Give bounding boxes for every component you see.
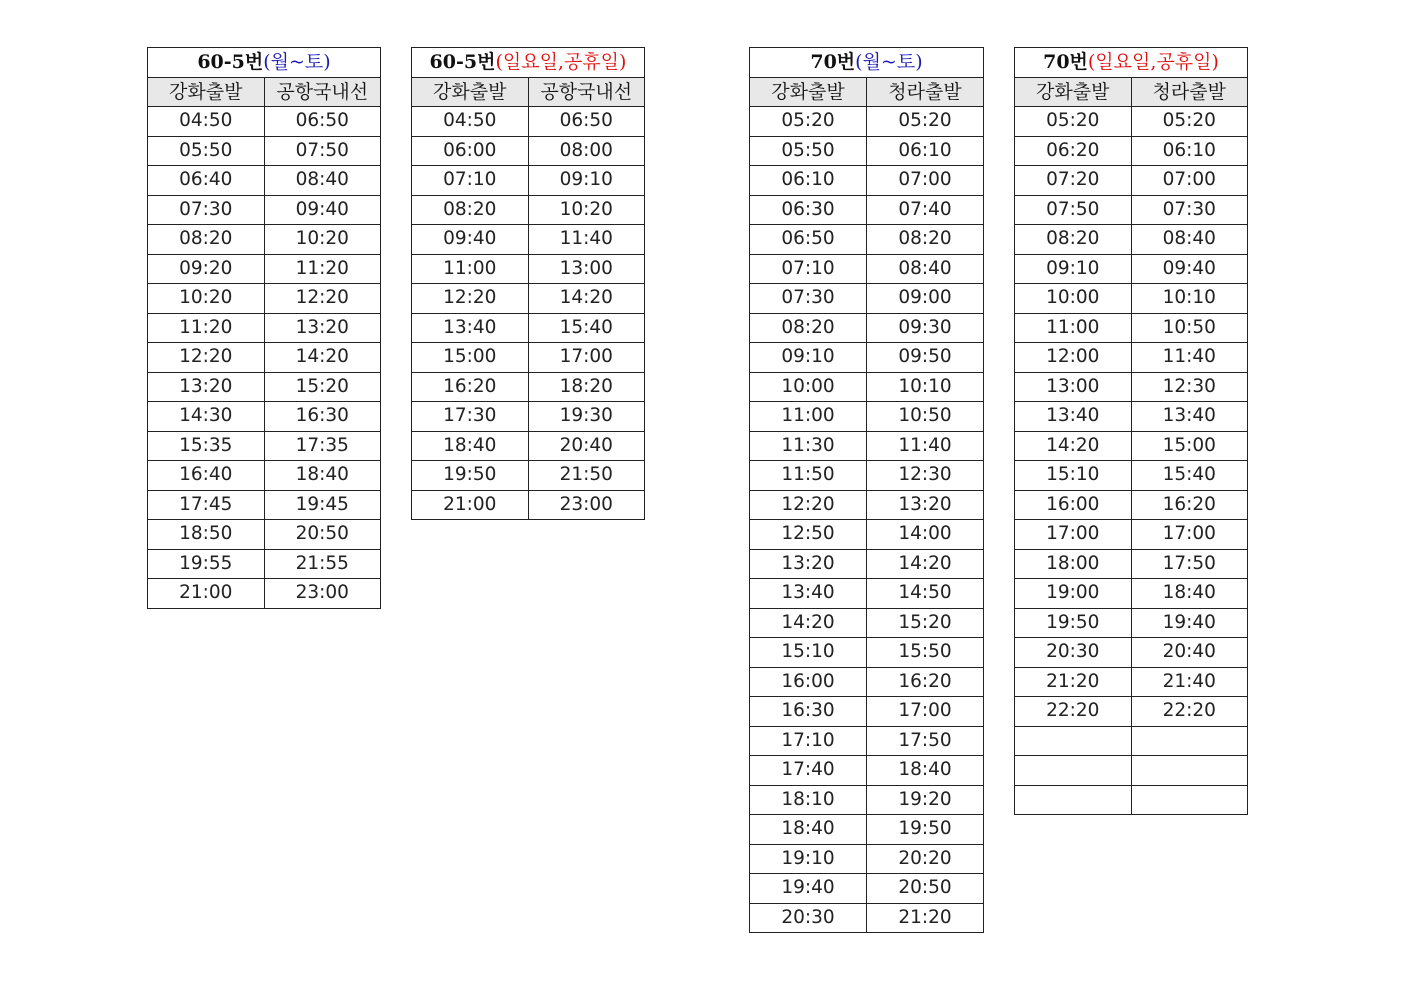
table-row	[750, 608, 984, 638]
departure-time-cell: 15:10	[1015, 461, 1132, 491]
table-row	[412, 313, 645, 343]
column-header: 강화출발	[1015, 77, 1132, 107]
return-time-cell: 13:40	[1131, 402, 1248, 432]
table-row	[750, 461, 984, 491]
departure-time-cell	[1015, 726, 1132, 756]
return-time-cell: 14:20	[264, 343, 381, 373]
route-number: 70번	[810, 51, 856, 74]
table-row	[1015, 284, 1248, 314]
return-time-cell: 06:50	[264, 107, 381, 137]
table-row	[750, 402, 984, 432]
departure-time-cell: 05:50	[148, 136, 265, 166]
return-time-cell: 20:20	[867, 844, 984, 874]
departure-time-cell: 17:10	[750, 726, 867, 756]
table-row	[148, 520, 381, 550]
departure-time-cell: 15:35	[148, 431, 265, 461]
table-row	[1015, 638, 1248, 668]
departure-time-cell: 07:30	[148, 195, 265, 225]
return-time-cell: 17:00	[1131, 520, 1248, 550]
table-row	[750, 579, 984, 609]
table-row	[750, 756, 984, 786]
departure-time-cell: 11:50	[750, 461, 867, 491]
departure-time-cell: 04:50	[148, 107, 265, 137]
departure-time-cell: 17:45	[148, 490, 265, 520]
departure-time-cell: 10:00	[1015, 284, 1132, 314]
departure-time-cell	[1015, 785, 1132, 815]
table-row	[750, 667, 984, 697]
return-time-cell: 07:50	[264, 136, 381, 166]
timetable-70-holiday	[1014, 47, 1248, 815]
column-header: 강화출발	[148, 77, 265, 107]
table-row	[148, 431, 381, 461]
table-row	[148, 136, 381, 166]
return-time-cell: 19:20	[867, 785, 984, 815]
table-row	[412, 136, 645, 166]
table-row	[148, 343, 381, 373]
table-row	[750, 254, 984, 284]
return-time-cell: 15:20	[867, 608, 984, 638]
return-time-cell: 21:55	[264, 549, 381, 579]
return-time-cell: 12:20	[264, 284, 381, 314]
table-row	[750, 313, 984, 343]
return-time-cell: 13:20	[867, 490, 984, 520]
table-row	[750, 343, 984, 373]
departure-time-cell	[1015, 756, 1132, 786]
table-row	[412, 461, 645, 491]
departure-time-cell: 06:00	[412, 136, 529, 166]
return-time-cell: 07:00	[867, 166, 984, 196]
table-row	[148, 254, 381, 284]
return-time-cell: 07:30	[1131, 195, 1248, 225]
day-label: (일요일,공휴일)	[1087, 51, 1219, 74]
table-row	[1015, 431, 1248, 461]
column-header: 공항국내선	[264, 77, 381, 107]
departure-time-cell: 21:00	[412, 490, 529, 520]
route-number: 60-5번	[197, 51, 264, 74]
table-row	[750, 107, 984, 137]
table-title	[412, 48, 645, 78]
return-time-cell: 15:00	[1131, 431, 1248, 461]
departure-time-cell: 13:40	[412, 313, 529, 343]
departure-time-cell: 14:20	[1015, 431, 1132, 461]
departure-time-cell: 06:40	[148, 166, 265, 196]
table-row	[1015, 313, 1248, 343]
table-row	[148, 490, 381, 520]
departure-time-cell: 09:10	[750, 343, 867, 373]
return-time-cell	[1131, 726, 1248, 756]
departure-time-cell: 12:20	[148, 343, 265, 373]
return-time-cell: 22:20	[1131, 697, 1248, 727]
return-time-cell: 09:40	[1131, 254, 1248, 284]
return-time-cell: 15:50	[867, 638, 984, 668]
column-header: 청라출발	[867, 77, 984, 107]
table-row	[750, 815, 984, 845]
table-body	[148, 107, 381, 609]
return-time-cell: 08:00	[528, 136, 645, 166]
return-time-cell: 10:10	[1131, 284, 1248, 314]
departure-time-cell: 12:20	[750, 490, 867, 520]
return-time-cell: 19:30	[528, 402, 645, 432]
return-time-cell: 18:20	[528, 372, 645, 402]
return-time-cell: 09:10	[528, 166, 645, 196]
departure-time-cell: 18:40	[412, 431, 529, 461]
return-time-cell	[1131, 756, 1248, 786]
table-row	[412, 225, 645, 255]
table-row	[1015, 107, 1248, 137]
return-time-cell: 18:40	[867, 756, 984, 786]
return-time-cell: 15:40	[528, 313, 645, 343]
departure-time-cell: 22:20	[1015, 697, 1132, 727]
departure-time-cell: 08:20	[148, 225, 265, 255]
table-row	[1015, 608, 1248, 638]
departure-time-cell: 15:10	[750, 638, 867, 668]
departure-time-cell: 14:20	[750, 608, 867, 638]
table-row	[412, 372, 645, 402]
departure-time-cell: 13:40	[750, 579, 867, 609]
return-time-cell: 07:00	[1131, 166, 1248, 196]
table-row	[1015, 166, 1248, 196]
departure-time-cell: 07:50	[1015, 195, 1132, 225]
table-row	[412, 431, 645, 461]
table-body	[412, 107, 645, 520]
return-time-cell: 05:20	[1131, 107, 1248, 137]
departure-time-cell: 19:55	[148, 549, 265, 579]
table-row	[750, 431, 984, 461]
table-row	[1015, 136, 1248, 166]
return-time-cell: 18:40	[1131, 579, 1248, 609]
departure-time-cell: 06:10	[750, 166, 867, 196]
return-time-cell: 23:00	[528, 490, 645, 520]
timetable-60-5-weekday	[147, 47, 381, 609]
departure-time-cell: 11:30	[750, 431, 867, 461]
departure-time-cell: 11:00	[1015, 313, 1132, 343]
departure-time-cell: 16:20	[412, 372, 529, 402]
table-row	[412, 195, 645, 225]
return-time-cell: 08:40	[1131, 225, 1248, 255]
table-row	[750, 195, 984, 225]
return-time-cell: 09:00	[867, 284, 984, 314]
table-row	[1015, 756, 1248, 786]
table-row	[750, 372, 984, 402]
table-row	[1015, 697, 1248, 727]
departure-time-cell: 12:50	[750, 520, 867, 550]
table-row	[148, 402, 381, 432]
return-time-cell: 09:40	[264, 195, 381, 225]
departure-time-cell: 18:40	[750, 815, 867, 845]
departure-time-cell: 16:00	[1015, 490, 1132, 520]
table-row	[1015, 520, 1248, 550]
table-row	[1015, 254, 1248, 284]
return-time-cell: 15:20	[264, 372, 381, 402]
departure-time-cell: 17:40	[750, 756, 867, 786]
table-row	[750, 697, 984, 727]
departure-time-cell: 19:10	[750, 844, 867, 874]
departure-time-cell: 06:50	[750, 225, 867, 255]
departure-time-cell: 14:30	[148, 402, 265, 432]
return-time-cell: 19:40	[1131, 608, 1248, 638]
return-time-cell: 11:40	[867, 431, 984, 461]
return-time-cell: 17:00	[867, 697, 984, 727]
departure-time-cell: 07:10	[412, 166, 529, 196]
return-time-cell: 06:50	[528, 107, 645, 137]
day-label: (월~토)	[263, 51, 331, 74]
timetable-60-5-holiday	[411, 47, 645, 520]
column-header: 강화출발	[412, 77, 529, 107]
return-time-cell: 07:40	[867, 195, 984, 225]
return-time-cell: 10:50	[867, 402, 984, 432]
table-row	[750, 844, 984, 874]
departure-time-cell: 05:20	[1015, 107, 1132, 137]
table-title	[148, 48, 381, 78]
table-row	[412, 254, 645, 284]
departure-time-cell: 18:50	[148, 520, 265, 550]
return-time-cell: 17:00	[528, 343, 645, 373]
departure-time-cell: 20:30	[1015, 638, 1132, 668]
route-number: 60-5번	[429, 51, 496, 74]
return-time-cell: 08:20	[867, 225, 984, 255]
table-row	[412, 343, 645, 373]
table-row	[750, 520, 984, 550]
departure-time-cell: 13:00	[1015, 372, 1132, 402]
departure-time-cell: 15:00	[412, 343, 529, 373]
departure-time-cell: 08:20	[750, 313, 867, 343]
return-time-cell: 13:00	[528, 254, 645, 284]
table-row	[750, 166, 984, 196]
day-label: (월~토)	[855, 51, 923, 74]
table-row	[1015, 195, 1248, 225]
table-row	[750, 903, 984, 933]
departure-time-cell: 08:20	[1015, 225, 1132, 255]
table-row	[412, 490, 645, 520]
table-row	[148, 166, 381, 196]
departure-time-cell: 17:00	[1015, 520, 1132, 550]
return-time-cell: 10:20	[264, 225, 381, 255]
return-time-cell: 16:20	[867, 667, 984, 697]
return-time-cell: 20:40	[1131, 638, 1248, 668]
departure-time-cell: 16:00	[750, 667, 867, 697]
departure-time-cell: 11:00	[750, 402, 867, 432]
column-header: 공항국내선	[528, 77, 645, 107]
return-time-cell: 19:50	[867, 815, 984, 845]
table-row	[1015, 549, 1248, 579]
table-body	[750, 107, 984, 933]
return-time-cell: 10:20	[528, 195, 645, 225]
table-row	[1015, 343, 1248, 373]
departure-time-cell: 09:10	[1015, 254, 1132, 284]
return-time-cell: 11:20	[264, 254, 381, 284]
departure-time-cell: 12:20	[412, 284, 529, 314]
departure-time-cell: 13:20	[750, 549, 867, 579]
return-time-cell: 17:50	[867, 726, 984, 756]
table-row	[750, 136, 984, 166]
table-row	[750, 284, 984, 314]
table-row	[412, 107, 645, 137]
table-title	[750, 48, 984, 78]
return-time-cell: 15:40	[1131, 461, 1248, 491]
departure-time-cell: 18:00	[1015, 549, 1132, 579]
return-time-cell: 20:50	[264, 520, 381, 550]
timetable-70-weekday	[749, 47, 984, 933]
table-row	[148, 195, 381, 225]
table-row	[412, 284, 645, 314]
return-time-cell: 16:30	[264, 402, 381, 432]
table-row	[148, 107, 381, 137]
departure-time-cell: 18:10	[750, 785, 867, 815]
table-row	[750, 726, 984, 756]
table-row	[148, 372, 381, 402]
departure-time-cell: 07:10	[750, 254, 867, 284]
return-time-cell: 08:40	[264, 166, 381, 196]
column-header: 강화출발	[750, 77, 867, 107]
departure-time-cell: 07:20	[1015, 166, 1132, 196]
route-number: 70번	[1043, 51, 1088, 74]
departure-time-cell: 11:00	[412, 254, 529, 284]
return-time-cell: 17:50	[1131, 549, 1248, 579]
departure-time-cell: 09:20	[148, 254, 265, 284]
return-time-cell: 11:40	[1131, 343, 1248, 373]
departure-time-cell: 19:50	[412, 461, 529, 491]
departure-time-cell: 20:30	[750, 903, 867, 933]
departure-time-cell: 17:30	[412, 402, 529, 432]
departure-time-cell: 16:30	[750, 697, 867, 727]
return-time-cell: 13:20	[264, 313, 381, 343]
table-row	[148, 461, 381, 491]
return-time-cell: 14:00	[867, 520, 984, 550]
departure-time-cell: 19:00	[1015, 579, 1132, 609]
departure-time-cell: 19:40	[750, 874, 867, 904]
return-time-cell: 17:35	[264, 431, 381, 461]
table-row	[750, 490, 984, 520]
return-time-cell: 05:20	[867, 107, 984, 137]
departure-time-cell: 21:00	[148, 579, 265, 609]
table-row	[750, 225, 984, 255]
return-time-cell: 12:30	[867, 461, 984, 491]
table-row	[1015, 726, 1248, 756]
departure-time-cell: 06:30	[750, 195, 867, 225]
table-row	[412, 166, 645, 196]
departure-time-cell: 06:20	[1015, 136, 1132, 166]
return-time-cell: 16:20	[1131, 490, 1248, 520]
departure-time-cell: 21:20	[1015, 667, 1132, 697]
return-time-cell: 14:50	[867, 579, 984, 609]
return-time-cell: 14:20	[528, 284, 645, 314]
departure-time-cell: 07:30	[750, 284, 867, 314]
departure-time-cell: 19:50	[1015, 608, 1132, 638]
table-row	[1015, 461, 1248, 491]
return-time-cell: 21:50	[528, 461, 645, 491]
return-time-cell: 19:45	[264, 490, 381, 520]
day-label: (일요일,공휴일)	[495, 51, 627, 74]
return-time-cell: 08:40	[867, 254, 984, 284]
departure-time-cell: 05:20	[750, 107, 867, 137]
return-time-cell: 20:50	[867, 874, 984, 904]
table-row	[148, 549, 381, 579]
table-row	[1015, 667, 1248, 697]
departure-time-cell: 12:00	[1015, 343, 1132, 373]
return-time-cell: 18:40	[264, 461, 381, 491]
return-time-cell: 12:30	[1131, 372, 1248, 402]
table-row	[412, 402, 645, 432]
table-row	[148, 225, 381, 255]
table-row	[148, 579, 381, 609]
return-time-cell: 20:40	[528, 431, 645, 461]
table-row	[750, 785, 984, 815]
return-time-cell: 21:20	[867, 903, 984, 933]
table-row	[750, 874, 984, 904]
departure-time-cell: 09:40	[412, 225, 529, 255]
table-row	[1015, 579, 1248, 609]
table-row	[750, 549, 984, 579]
departure-time-cell: 08:20	[412, 195, 529, 225]
departure-time-cell: 10:00	[750, 372, 867, 402]
return-time-cell: 21:40	[1131, 667, 1248, 697]
table-body	[1015, 107, 1248, 815]
table-row	[750, 638, 984, 668]
table-title	[1015, 48, 1248, 78]
return-time-cell: 14:20	[867, 549, 984, 579]
departure-time-cell: 05:50	[750, 136, 867, 166]
table-row	[148, 284, 381, 314]
departure-time-cell: 04:50	[412, 107, 529, 137]
return-time-cell: 23:00	[264, 579, 381, 609]
column-header: 청라출발	[1131, 77, 1248, 107]
return-time-cell: 10:10	[867, 372, 984, 402]
table-row	[1015, 785, 1248, 815]
departure-time-cell: 13:40	[1015, 402, 1132, 432]
table-row	[1015, 402, 1248, 432]
table-row	[148, 313, 381, 343]
return-time-cell: 10:50	[1131, 313, 1248, 343]
table-row	[1015, 225, 1248, 255]
return-time-cell: 09:30	[867, 313, 984, 343]
return-time-cell: 09:50	[867, 343, 984, 373]
return-time-cell: 11:40	[528, 225, 645, 255]
return-time-cell: 06:10	[1131, 136, 1248, 166]
departure-time-cell: 11:20	[148, 313, 265, 343]
table-row	[1015, 372, 1248, 402]
return-time-cell: 06:10	[867, 136, 984, 166]
return-time-cell	[1131, 785, 1248, 815]
table-row	[1015, 490, 1248, 520]
departure-time-cell: 16:40	[148, 461, 265, 491]
departure-time-cell: 13:20	[148, 372, 265, 402]
departure-time-cell: 10:20	[148, 284, 265, 314]
